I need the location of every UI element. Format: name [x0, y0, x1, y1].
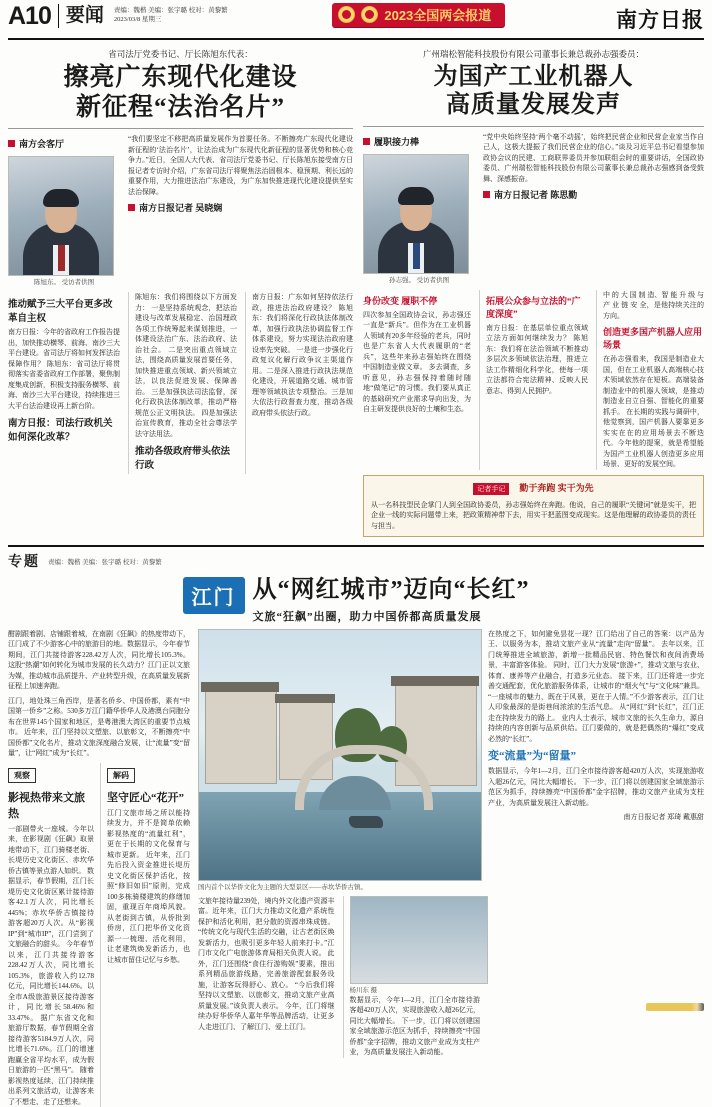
left-headline-2: 新征程“法治名片” [75, 93, 285, 121]
feature-section-label: 专题 [8, 555, 40, 571]
story-right [363, 46, 704, 537]
left-para-1: 南方日报：今年的省政府工作报告提出，加快推动横琴、前海、南沙三大平台建设。省司法厅将如何发挥法治保障作用？ 陈旭东：省司法厅将贯彻落实省委省政府工作部署，聚焦制度集成创新，积极支持服务横琴、前海、南沙三大平台建设，持续推进三大平台法治建设再上新台阶。 [8, 328, 120, 410]
reporter-note-box [363, 475, 704, 538]
right-para-1: 四次参加全国政协会议，孙志强还一直是“新兵”。但作为在工业机器人领域有20多年经验的老兵，同时也是广东省人大代表履职的“老兵”，这些年来孙志强始终在围绕中国制造业做文章。 多去调查，多听意见，孙志强保持着随时随地“做笔记”的习惯。我们要从真正的基础研究产业需求导向出发，为自主研发提供良好的土壤和生态。 [363, 310, 471, 414]
red-square-icon [8, 140, 15, 147]
feature-right-text: 在热度之下，如何避免昙花一现？江门给出了自己的答案：以产品为王、以服务为本，推动文旅产业从“流量”走向“留量”。 去年以来，江门统筹推进全域旅游，新增一批精品民宿、特色餐饮和夜间消费场景，丰富游客体验。 同时，江门大力发展“旅游+”，推动文旅与农业、体育、康养等产业融合，打造多元业态。 接下来，江门还将进一步完善交通配套，优化旅游服务体系，让城市的“烟火气”与“文化味”兼具。 “一座城市的魅力，既在于风景，更在于人情。”不少游客表示，江门让人印象最深的是街巷间浓浓的生活气息。 从“网红”到“长红”，江门正走在持续发力的路上。 业内人士表示，城市文旅的长久生命力，源自持续的内容创新与品质供给。江门要做的，就是把偶然的“爆红”变成必然的“长红”。 [488, 629, 704, 743]
right-para-2: 南方日报：在基层单位重点领域立法方面如何继续发力？ 陈旭东：我们将在法治领域不断推动多层次多领域依法治理，推进立法工作精细化科学化，使每一项立法都符合宪法精神、反映人民意志、得到人民拥护。 [486, 323, 588, 395]
section-name: 要闻 [65, 5, 104, 26]
story-left [8, 46, 353, 537]
banner-text: 2023全国两会报道 [384, 8, 492, 23]
red-square-icon-2 [128, 204, 135, 211]
feature-section-header [8, 545, 704, 571]
feature-subtitle: 文旅“狂飙”出圈，助力中国侨都高质量发展 [252, 610, 482, 623]
note-text: 从一名科技型民企掌门人到全国政协委员，孙志强始终在奔跑。他说，自己的履职“关键词”就是实干，把企业一线的实际问题带上来，把政策精神带下去，用实干把蓝图变成现实。这是他理解的政协委员的责任与担当。 [371, 500, 696, 530]
observation-text: 一部剧带火一座城。今年以来，在影视剧《狂飙》取景地带动下，江门骑楼老街、长堤历史文化街区、赤坎华侨古镇等景点游人如织。 数据显示，春节假期，江门长堤历史文化街区累计接待游客42.1万人次，同比增长445%；赤坎华侨古镇接待游客超20万人次。从“影视IP”到“城市IP”，江门尝到了文旅融合的甜头。 今年春节以来，江门共接待游客228.42万人次，同比增长105.3%，旅游收入约12.78亿元，同比增长144.6%。以全市A级旅游景区接待游客计，同比增长58.46%和33.47%。 据广东省文化和旅游厅数据，春节假期全省接待游客5184.9万人次，同比增长71.6%。江门的增速跑赢全省平均水平，成为假日旅游的一匹“黑马”。 随着影视热度延续，江门持续推出系列文旅活动，让游客来了不想走、走了还想来。 [8, 824, 94, 1106]
left-headline-1: 擦亮广东现代化建设 [63, 64, 298, 91]
left-reporter-tag [128, 201, 222, 214]
right-subhead-3: 创造更多国产机器人应用场景 [603, 327, 703, 351]
right-subhead-1: 身份改变 履职不停 [363, 295, 438, 306]
right-rule [363, 126, 704, 127]
right-reporter-label: 南方日报记者 陈思勤 [494, 190, 578, 201]
decode-head: 坚守匠心“花开” [107, 791, 184, 804]
feature-col-middle [198, 629, 480, 1107]
red-square-icon-4 [483, 191, 490, 198]
red-square-icon-3 [363, 138, 370, 145]
feature-right-tag: 变“流量”为“留量” [488, 750, 576, 763]
left-dept-tag [8, 137, 64, 150]
left-subhead-3: 推动各级政府带头依法行政 [135, 447, 231, 471]
feature-secondary-photo [350, 896, 489, 984]
left-para-2: 陈旭东：我们将围绕以下方面发力： 一是坚持系统观念，把法治建设与改革发展稳定、治国理政各项工作统筹起来谋划推进，一体建设法治广东、法治政府、法治社会。 二是突出重点领域立法，围绕高质量发展首要任务，加快推进重点领域、新兴领域立法，以良法促进发展、保障善治。 三是加强执法司法监督，深化行政执法体制改革，推动严格规范公正文明执法。 四是加强法治宣传教育，推动全社会尊法学法守法用法。 [135, 293, 237, 438]
right-cap-sub: 中 的 大 国 制 造、智 能 升 级 与 产 业 链 安 全，是他持续关注的方向。 [603, 290, 704, 320]
page-folio: A10 [8, 2, 51, 30]
right-subhead-2: 拓展公众参与立法的“广度深度” [486, 295, 581, 319]
feature-headline-block [8, 577, 704, 624]
paper-nameplate: 南方日报 [616, 8, 704, 32]
masthead-date: 2023/03/8 星期三 [113, 16, 162, 23]
right-dept-label: 履职接力棒 [374, 136, 420, 147]
top-stories [8, 46, 704, 537]
note-title: 勤于奔跑 实干为先 [519, 482, 594, 493]
right-headline-1: 为国产工业机器人 [433, 64, 634, 90]
left-rule [8, 128, 353, 129]
feature-p1: 江门，地处珠三角西岸，是著名侨乡、中国侨都，素有“中国第一侨乡”之称。530多万江门籍华侨华人及港澳台同胞分布在世界145个国家和地区，是粤港澳大湾区的重要节点城市。 近年来，江门坚持以文塑旅、以旅彰文，不断擦亮“中国侨都”文化名片，推动文旅深度融合发展，让“流量”变“留量”，让“网红”成为“长红”。 [8, 696, 190, 758]
national-emblem-icon [338, 6, 355, 23]
pencil-icon [646, 1003, 704, 1011]
right-kicker: 广州瑞松智能科技股份有限公司董事长兼总裁孙志强委员： [422, 49, 644, 59]
note-tag: 记者手记 [473, 483, 509, 495]
feature-signature: 南方日报记者 郑琦 戴惠甜 [623, 813, 704, 822]
masthead-byline [114, 6, 228, 24]
left-portrait-caption: 陈旭东。 受访者供图 [33, 279, 95, 286]
city-badge: 江门 [183, 577, 245, 614]
left-subhead-1: 推动赋予三大平台更多改革自主权 [8, 300, 113, 324]
banner-pill [332, 3, 505, 27]
folio-divider [58, 4, 59, 28]
feature-section-byline: 责编：魏楷 美编：张宇璐 校对：黄黎繁 [48, 558, 162, 566]
feature-col-left [8, 629, 190, 1107]
left-dept-label: 南方会客厅 [19, 139, 65, 149]
feature-mid-text: 文旅年接待量239处，境内外文化遗产资源丰富。近年来，江门大力推动文化遗产系统性保护和活化利用，把分散的资源串珠成链。 “传统文化与现代生活的交融，让古老街区焕发新活力，也吸引更多年轻人前来打卡。”江门市文化广电旅游体育局相关负责人说。 此外，江门还围绕“食住行游购娱”要素，推出系列精品旅游线路，完善旅游配套服务设施，让游客玩得舒心、放心。 “今后我们将坚持以文塑旅、以旅彰文，推动文旅产业高质量发展。”该负责人表示。 今年，江门将继续办好华侨华人嘉年华等品牌活动，让更多人走进江门、了解江门、爱上江门。 [198, 896, 335, 1031]
right-portrait-caption: 孙志强。 受访者供图 [388, 276, 450, 284]
decode-text: 江门文旅市场之所以能持续发力，并不是简单依赖影视热度的“流量红利”，更在于长期的文化保育与城市更新。 近年来，江门先后投入资金推进长堤历史文化街区保护活化，按照“修旧如旧”原则，完成100多栋骑楼建筑的修缮加固，重现百年商埠风貌。 从老街到古镇，从侨批到侨房，江门把华侨文化资源一一梳理、活化利用，让老建筑焕发新活力，也让城市留住记忆与乡愁。 [107, 808, 190, 964]
right-pull-quote: “党中央始终坚持‘两个毫不动摇’，始终把民营企业和民营企业家当作自己人，这极大提振了我们民营企业的信心。”谈及习近平总书记看望参加政协会议的民建、工商联界委员并参加联组会时的重要讲话，全国政协委员、广州瑞松智能科技股份有限公司董事长兼总裁孙志强感到备受鼓舞、深感振奋。 [483, 132, 704, 183]
left-kicker: 省司法厅党委书记、厅长陈旭东代表： [108, 49, 253, 59]
special-banner [228, 3, 610, 27]
masthead-credits: 责编：魏楷 美编：张宇璐 校对：黄黎繁 [113, 7, 228, 14]
feature-columns [8, 629, 704, 1107]
right-reporter-tag [483, 188, 577, 201]
feature-lead: 酣剧跟着剧、店铺跟着城，在南剧《狂飙》的热度带动下，江门成了不少游客心中的旅游目的地。数据显示，今年春节期间，江门共接待游客228.42万人次，同比增长105.3%。 这股“热潮”如何转化为城市发展的长久动力？江门正以文旅为媒，推动城市品质提升、产业转型升级，在高质量发展新征程上加速奔跑。 [8, 629, 190, 691]
right-dept-tag [363, 135, 419, 148]
right-para-3: 在孙志强看来，我国是制造业大国，但在工业机器人高端核心技术领域依然存在短板。高端装备制造业中的机器人领域，是推动制造业自立自强、智能化的重要抓手。 在长期的实践与调研中，他觉察到，国产机器人要靠更多实实在在的应用场景去不断迭代。今年他的提案，就是希望能为国产工业机器人创造更多应用场景、更好的发展空间。 [603, 355, 704, 469]
feature-secondary-caption: 杨川东 摄 [349, 986, 378, 994]
feature-title: 从“网红城市”迈向“长红” [252, 577, 530, 604]
national-emblem-icon-2 [361, 6, 378, 23]
feature-col-right [488, 629, 704, 1107]
masthead [8, 0, 704, 40]
feature-right-text-2: 数据显示，今年1—2月，江门全市接待游客超420万人次，实现旅游收入超26亿元，同比大幅增长。 下一步，江门将以创建国家全域旅游示范区为抓手，持续擦亮“中国侨都”金字招牌，推动文旅产业成为支柱产业，为高质量发展注入新动能。 [488, 767, 704, 807]
feature-mid-text-2: 数据显示，今年1—2月，江门全市接待游客超420万人次，实现旅游收入超26亿元，同比大幅增长。 下一步，江门将以创建国家全域旅游示范区为抓手，持续擦亮“中国侨都”金字招牌，推动文旅产业成为支柱产业，为高质量发展注入新动能。 [349, 995, 480, 1057]
observation-tag: 观察 [8, 768, 36, 783]
left-para-3: 南方日报：广东如何坚持依法行政，推进法治政府建设？ 陈旭东：我们将深化行政执法体制改革，加强行政执法协调监督工作体系建设，努力实现法治政府建设率先突破。 一是进一步强化行政复议化解行政争议主渠道作用。二是深入推进行政执法规范化建设，开展道路交通、城市管理等领域执法专项整治。三是加大依法行政督查力度，推动各级政府带头依法行政。 [252, 293, 353, 417]
feature-main-photo [198, 629, 482, 881]
observation-head: 影视热带来文旅热 [8, 791, 85, 820]
left-subhead-2: 南方日报：司法行政机关如何深化改革？ [8, 419, 113, 443]
right-portrait-photo [363, 154, 469, 274]
left-pull-quote: “我们要坚定不移把高质量发展作为首要任务。不断擦亮广东现代化建设新征程的‘法治名片’，让法治成为广东现代化新征程的显著优势和核心竞争力。”近日，全国人大代表、省司法厅党委书记、厅长陈旭东接受南方日报记者专访时介绍，广东省司法厅将聚焦法治固根本、稳预期、利长远的重要作用，大力推进法治广东建设，为广东加快推进现代化建设提供坚实法治保障。 [128, 135, 353, 196]
decode-tag: 解码 [107, 768, 135, 783]
right-headline-2: 高质量发展发声 [446, 92, 621, 119]
left-reporter-label: 南方日报记者 吴晓娴 [139, 203, 223, 213]
feature-photo-caption: 国内首个以华侨文化为主题的大型景区——赤坎华侨古镇。 [198, 883, 367, 891]
left-portrait-photo [8, 156, 114, 276]
